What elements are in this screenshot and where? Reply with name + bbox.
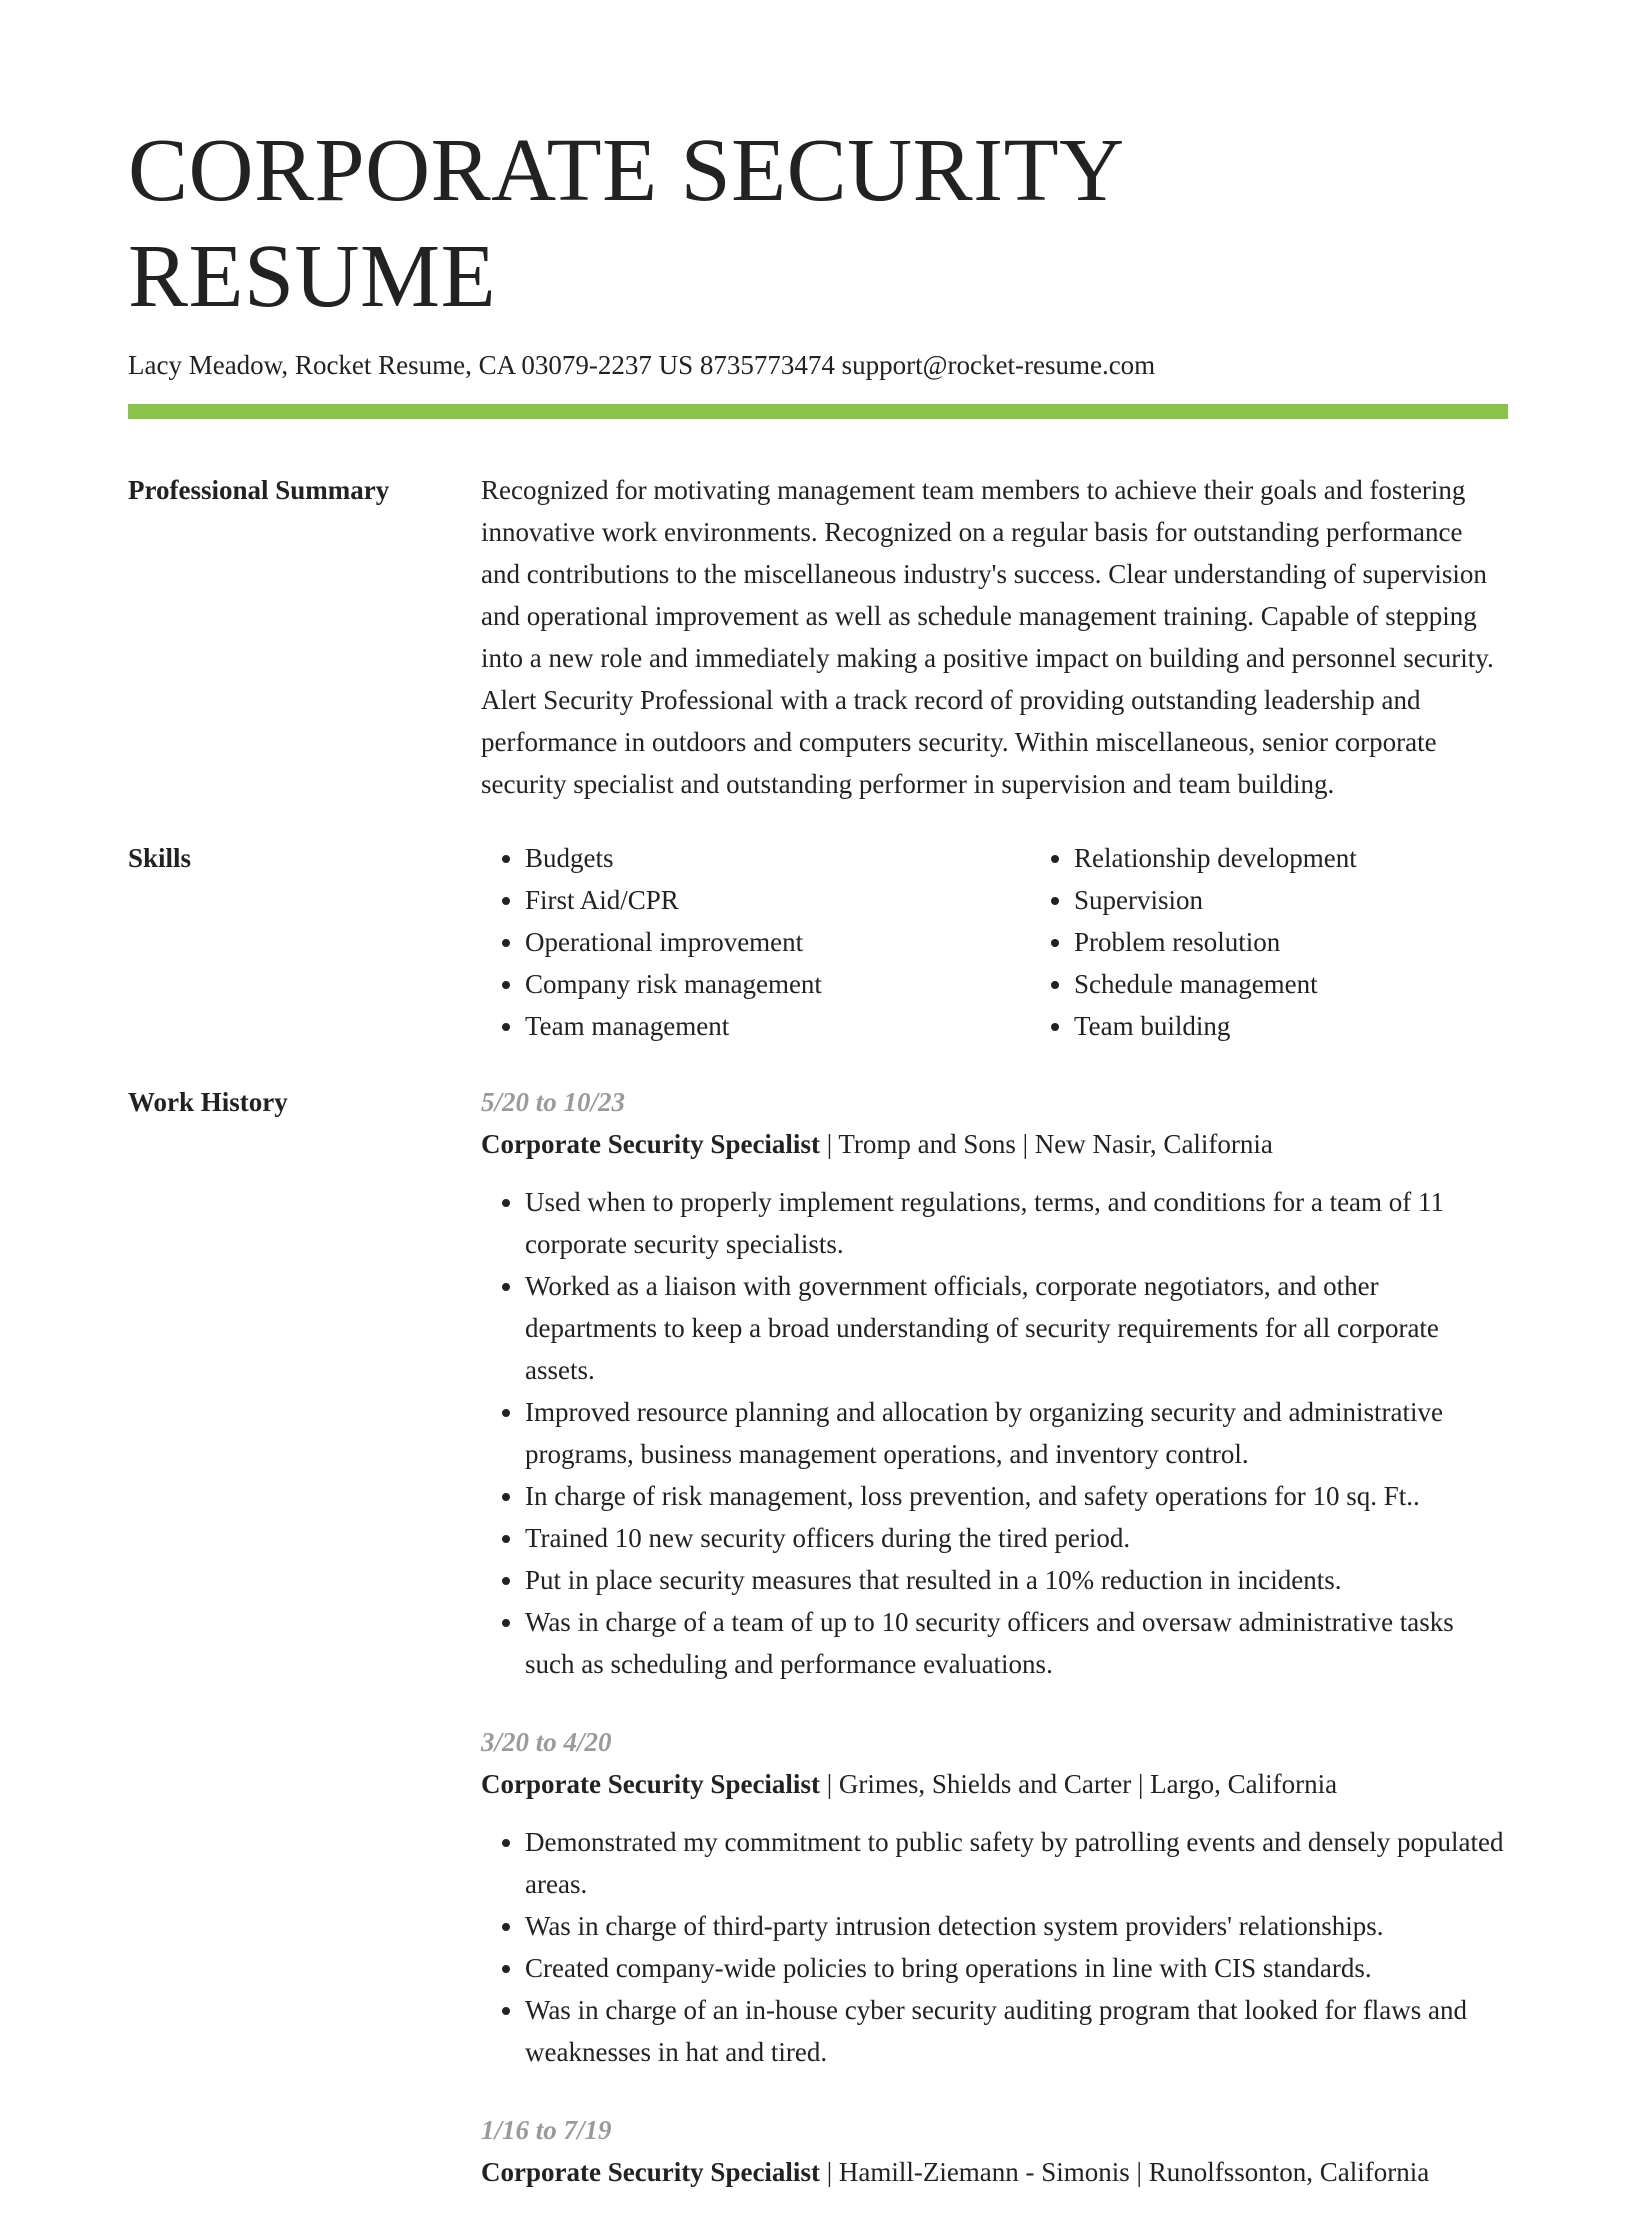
skills-grid — [481, 837, 1579, 1047]
job-dates: 5/20 to 10/23 — [481, 1087, 626, 1117]
resume-title: CORPORATE SECURITY RESUME — [128, 121, 1122, 326]
skills-list-right — [1030, 837, 1579, 1047]
job-heading — [481, 2151, 1508, 2193]
job-bullet: • Improved resource planning and allocation by organizing security and administrative programs, business management operations, and inventory control. — [525, 1391, 1508, 1475]
job-bullet: • Was in charge of an in-house cyber security auditing program that looked for flaws and weaknesses in hat and tired. — [525, 1989, 1508, 2073]
job-bullet: • Put in place security measures that resulted in a 10% reduction in incidents. — [525, 1559, 1508, 1601]
job-details: | Grimes, Shields and Carter | Largo, California — [819, 1769, 1338, 1799]
skill-item: • Supervision — [1074, 879, 1579, 921]
summary-text: Recognized for motivating management team members to achieve their goals and fostering innovative work environments. Recognized on a regular basis for outstanding performance and contributions to the miscellaneous industry's success. Clear understanding of supervision and operational improvement as well as schedule management training. Capable of stepping into a new role and immediately making a positive impact on building and personnel security. Alert Security Professional with a track record of providing outstanding leadership and performance in outdoors and computers security. Within miscellaneous, senior corporate security specialist and outstanding performer in supervision and team building. — [481, 475, 1494, 799]
skill-item: • Budgets — [525, 837, 1030, 879]
job-dates: 1/16 to 7/19 — [481, 2115, 612, 2145]
job-bullet: • Trained 10 new security officers during the tired period. — [525, 1517, 1508, 1559]
job-heading — [481, 1763, 1508, 1805]
skill-item: • Team building — [1074, 1005, 1579, 1047]
work-history-body — [481, 1081, 1508, 2229]
job-bullet: • Was in charge of third-party intrusion detection system providers' relationships. — [525, 1905, 1508, 1947]
job-title: Corporate Security Specialist — [481, 1129, 820, 1159]
contact-line: Lacy Meadow, Rocket Resume, CA 03079-2237 US 8735773474 support@rocket-resume.com — [128, 350, 1156, 380]
job-bullet: • Worked as a liaison with government officials, corporate negotiators, and other departments to keep a broad understanding of security requirements for all corporate assets. — [525, 1265, 1508, 1391]
professional-summary-section — [128, 469, 1508, 805]
skill-item: • Operational improvement — [525, 921, 1030, 963]
job-entry — [481, 1721, 1508, 2073]
skill-item: • Team management — [525, 1005, 1030, 1047]
job-bullet: • In charge of risk management, loss prevention, and safety operations for 10 sq. Ft.. — [525, 1475, 1508, 1517]
skills-section — [128, 837, 1508, 1047]
job-entry — [481, 1081, 1508, 1685]
accent-divider — [128, 404, 1508, 419]
skill-item: • Company risk management — [525, 963, 1030, 1005]
job-entry — [481, 2109, 1508, 2193]
job-bullet: • Created company-wide policies to bring operations in line with CIS standards. — [525, 1947, 1508, 1989]
job-heading — [481, 1123, 1508, 1165]
skill-item: • Schedule management — [1074, 963, 1579, 1005]
job-dates: 3/20 to 4/20 — [481, 1727, 612, 1757]
job-title: Corporate Security Specialist — [481, 1769, 820, 1799]
job-bullets — [481, 1181, 1508, 1685]
skill-item: • Problem resolution — [1074, 921, 1579, 963]
summary-body — [481, 469, 1508, 805]
job-bullets — [481, 1821, 1508, 2073]
section-label-work-history: Work History — [128, 1087, 288, 1117]
job-details: | Tromp and Sons | New Nasir, California — [819, 1129, 1273, 1159]
job-details: | Hamill-Ziemann - Simonis | Runolfssonton, California — [819, 2157, 1430, 2187]
resume-page — [128, 0, 1508, 2229]
job-bullet: • Was in charge of a team of up to 10 security officers and oversaw administrative tasks such as scheduling and performance evaluations. — [525, 1601, 1508, 1685]
job-bullet: • Used when to properly implement regulations, terms, and conditions for a team of 11 corporate security specialists. — [525, 1181, 1508, 1265]
skill-item: • Relationship development — [1074, 837, 1579, 879]
job-bullet: • Demonstrated my commitment to public safety by patrolling events and densely populated areas. — [525, 1821, 1508, 1905]
section-label-summary: Professional Summary — [128, 475, 390, 505]
work-history-section — [128, 1081, 1508, 2229]
skill-item: • First Aid/CPR — [525, 879, 1030, 921]
job-title: Corporate Security Specialist — [481, 2157, 820, 2187]
section-label-skills: Skills — [128, 843, 192, 873]
skills-list-left — [481, 837, 1030, 1047]
